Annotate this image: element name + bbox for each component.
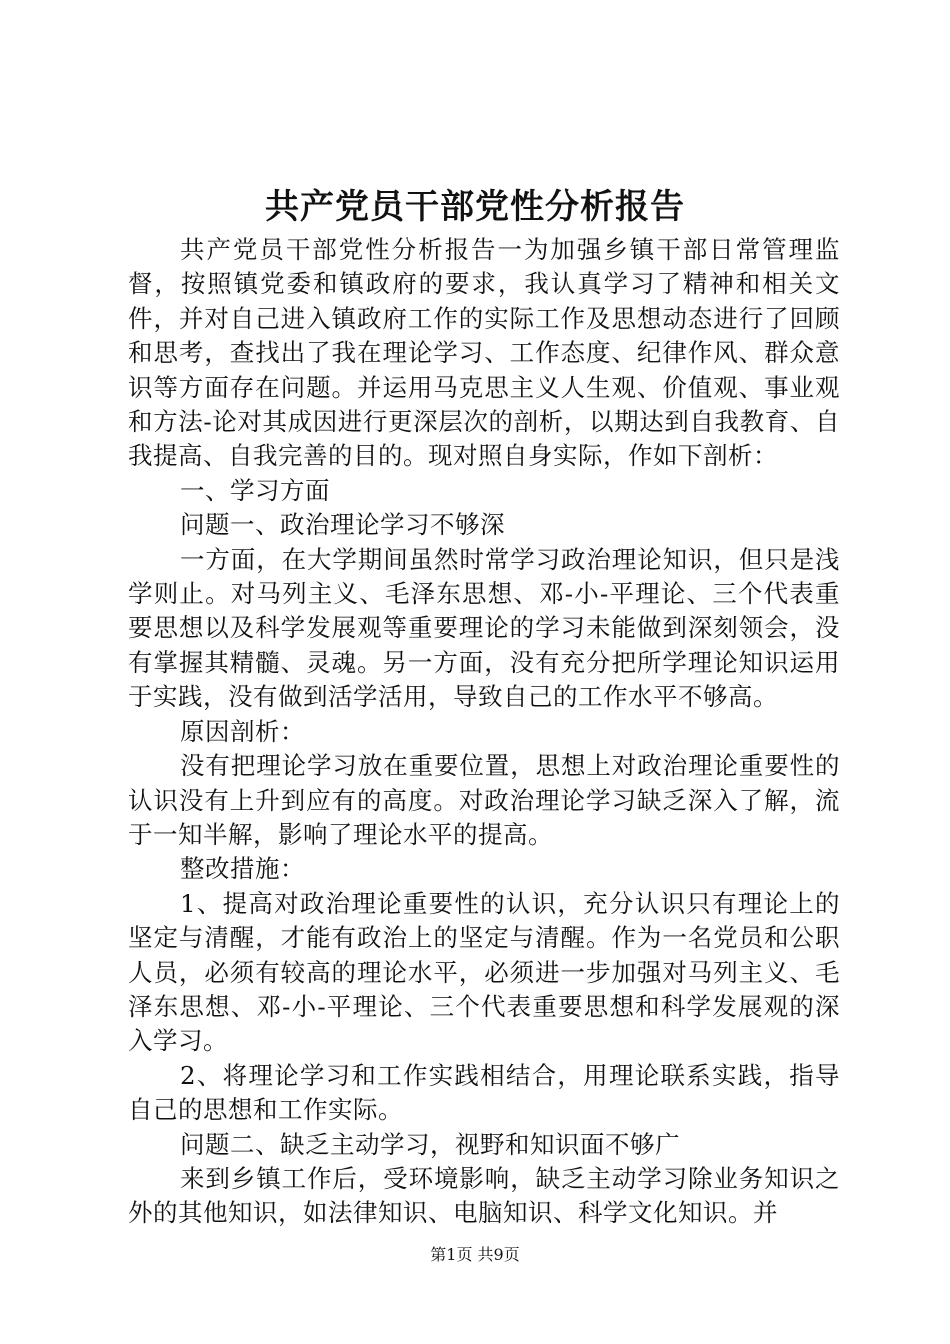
sub-heading: 原因剖析： (180, 716, 305, 746)
paragraph: 共产党员干部党性分析报告一为加强乡镇干部日常管理监督，按照镇党委和镇政府的要求，我认真学习了精神和相关文件，并对自己进入镇政府工作的实际工作及思想动态进行了回顾和思考，查找出了我在理论学习、工作态度、纪律作风、群众意识等方面存在问题。并运用马克思主义人生观、价值观、事业观和方法-论对其成因进行更深层次的剖析，以期达到自我教育、自我提高、自我完善的目的。现对照自身实际，作如下剖析： (128, 235, 840, 471)
section-heading: 一、学习方面 (180, 475, 330, 505)
paragraph: 2、将理论学习和工作实践相结合，用理论联系实践，指导自己的思想和工作实际。 (128, 1060, 840, 1125)
paragraph: 1、提高对政治理论重要性的认识，充分认识只有理论上的坚定与清醒，才能有政治上的坚定与清醒。作为一名党员和公职人员，必须有较高的理论水平，必须进一步加强对马列主义、毛泽东思想、邓-小-平理论、三个代表重要思想和科学发展观的深入学习。 (128, 888, 840, 1056)
document-title: 共产党员干部党性分析报告 (265, 187, 685, 227)
sub-heading: 问题二、缺乏主动学习，视野和知识面不够广 (180, 1129, 680, 1159)
document-body (128, 233, 840, 1231)
paragraph: 没有把理论学习放在重要位置，思想上对政治理论重要性的认识没有上升到应有的高度。对政治理论学习缺乏深入了解，流于一知半解，影响了理论水平的提高。 (128, 751, 840, 849)
paragraph: 来到乡镇工作后，受环境影响，缺乏主动学习除业务知识之外的其他知识，如法律知识、电脑知识、科学文化知识。并 (128, 1163, 840, 1228)
page-number: 第1页 共9页 (430, 1245, 520, 1264)
sub-heading: 整改措施： (180, 854, 305, 884)
sub-heading: 问题一、政治理论学习不够深 (180, 510, 505, 540)
paragraph: 一方面，在大学期间虽然时常学习政治理论知识，但只是浅学则止。对马列主义、毛泽东思想、邓-小-平理论、三个代表重要思想以及科学发展观等重要理论的学习未能做到深刻领会，没有掌握其精髓、灵魂。另一方面，没有充分把所学理论知识运用于实践，没有做到活学活用，导致自己的工作水平不够高。 (128, 544, 840, 712)
